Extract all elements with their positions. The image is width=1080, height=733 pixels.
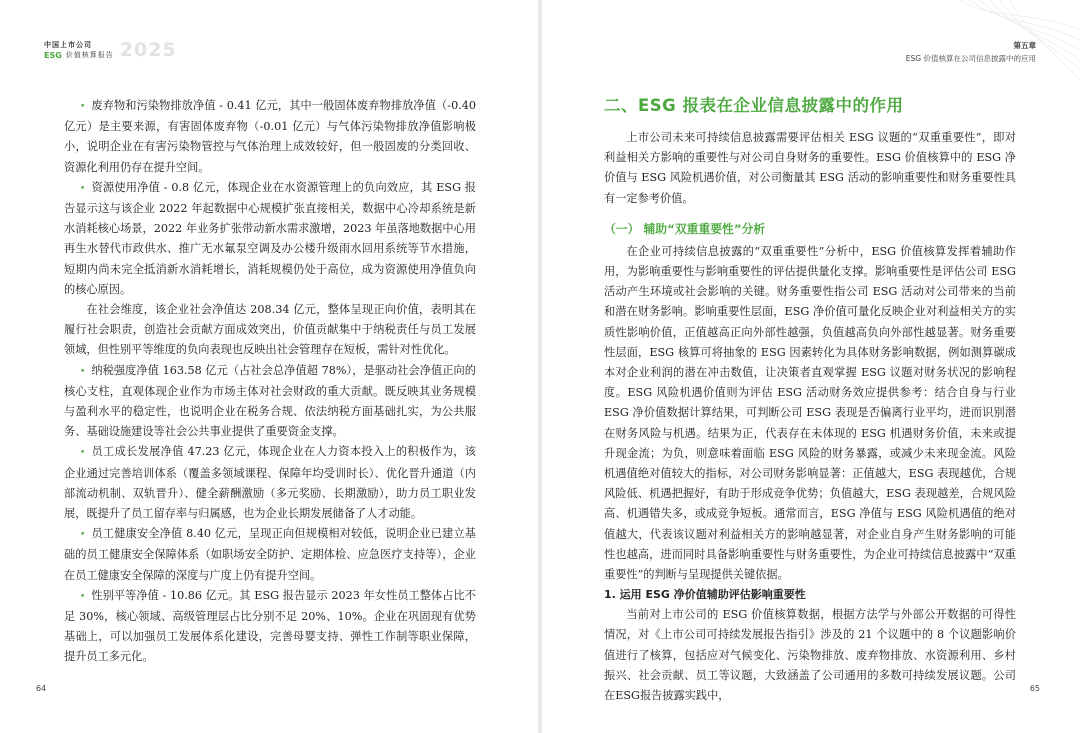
chapter-header [906,40,1036,64]
bullet-icon: • [80,448,86,459]
left-body-text [64,96,476,668]
header-line2: 价值核算报告 [65,51,114,59]
paragraph-text: 资源使用净值 - 0.8 亿元，体现企业在水资源管理上的负向效应，其 ESG 报告显示这与该企业 2022 年起数据中心规模扩张直接相关，数据中心冷却系统是新水消耗核心场景，2022 年业务扩张带动新水需求激增，2023 年虽落地数据中心用再生水替代市政供水、推广无水氟泵空调及办公楼升级雨水回用系统等节水措施，短期内尚未完全抵消新水消耗增长，消耗规模仍处于高位，成为资源使用净值负向的核心原因。 [64,180,476,296]
bullet-icon: • [80,530,86,541]
intro-paragraph: 上市公司未来可持续信息披露需要评估相关 ESG 议题的“双重重要性”，即对利益相关方影响的重要性与对公司自身财务的重要性。ESG 价值核算中的 ESG 净价值与 ESG 风险机遇价值，对公司衡量其 ESG 活动的影响重要性和财务重要性具有一定参考价值。 [604,131,1016,205]
page-number-right: 65 [1029,684,1040,693]
bullet-paragraph [64,524,476,586]
paragraph-text: 纳税强度净值 163.58 亿元（占社会总净值超 78%），是驱动社会净值正向的核心支柱，直观体现企业作为市场主体对社会财政的重大贡献。既反映其业务规模与盈利水平的稳定性，也说明企业在税务合规、依法纳税方面基础扎实，为公共服务、基础设施建设等社会公共事业提供了重要资金支撑。 [64,363,476,439]
bullet-icon: • [80,183,86,194]
paragraph-text: 废弃物和污染物排放净值 - 0.41 亿元，其中一般固体废弃物排放净值（-0.40 亿元）是主要来源，有害固体废弃物（-0.01 亿元）与气体污染物排放净值影响极小，说明企业在有害污染物管控与气体治理上成效较好，但一般固废的分类回收、资源化利用仍存在提升空间。 [64,99,476,174]
chapter-title: ESG 价值核算在公司信息披露中的应用 [905,54,1036,63]
page-number-left: 64 [36,684,47,693]
paragraph-text: 性别平等净值 - 10.86 亿元。其 ESG 报告显示 2023 年女性员工整体占比不足 30%，核心领域、高级管理层占比分别不足 20%、10%。企业在巩固现有优势基础上，可以加强员工发展体系化建设，完善母婴支持、弹性工作制等职业保障，提升员工多元化。 [64,588,476,664]
subsection-paragraph: 在企业可持续信息披露的“双重重要性”分析中，ESG 价值核算发挥着辅助作用，为影响重要性与影响重要性的评估提供量化支撑。影响重要性是评估公司 ESG 活动产生环境或社会影响的关键。财务重要性指公司 ESG 活动对公司带来的当前和潜在财务影响。影响重要性层面，ESG 净价值可量化反映企业对利益相关方的实质性影响价值，正值越高正向外部性越强，负值越高负向外部性越显著。财务重要性层面，ESG 核算可将抽象的 ESG 因素转化为具体财务影响数据，例如测算碳成本对企业利润的潜在冲击数值，让决策者直观掌握 ESG 议题对财务状况的影响程度。ESG 风险机遇价值则为评估 ESG 活动财务效应提供参考：结合自身与行业 ESG 净价值数据计算结果，可判断公司 ESG 表现是否偏离行业平均，进而识别潜在财务风险与机遇。结果为正，代表存在未体现的 ESG 机遇财务价值，未来或提升现金流；为负，则意味着面临 ESG 风险的财务暴露，或减少未来现金流。风险机遇值绝对值较大的指标，对公司财务影响显著：正值越大，ESG 表现越优，合规风险低、机遇把握好，有助于形成竞争优势；负值越大，ESG 表现越差，合规风险高、机遇错失多，或成竞争短板。通常而言，ESG 净值与 ESG 风险机遇值的绝对值越大，代表该议题对利益相关方的影响越显著，对企业自身产生财务影响的可能性也越高，进而同时具备影响重要性与财务重要性，为企业可持续信息披露中“双重重要性”的判断与呈现提供关键依据。 [604,244,1016,582]
header-esg: ESG [44,50,62,60]
bullet-paragraph [64,586,476,668]
subsubsection-paragraph: 当前对上市公司的 ESG 价值核算数据，根据方法学与外部公开数据的可得性情况，对《上市公司可持续发展报告指引》涉及的 21 个议题中的 8 个议题影响价值进行了核算，包括应对气候变化、污染物排放、废弃物排放、水资源利用、乡村振兴、社会贡献、员工等议题，大致涵盖了公司通用的多数可持续发展议题。公司在ESG报告披露实践中， [604,608,1016,703]
bullet-icon: • [80,366,86,377]
report-header-logo [44,40,177,60]
paragraph-text: 员工成长发展净值 47.23 亿元，体现企业在人力资本投入上的积极作为，该企业通过完善培训体系（覆盖多领域课程、保障年均受训时长）、优化晋升通道（内部流动机制、双轨晋升）、健全薪酬激励（多元奖励、长期激励），助力员工职业发展，既提升了员工留存率与归属感，也为企业长期发展储备了人才动能。 [64,445,476,521]
section-title: 二、ESG 报表在企业信息披露中的作用 [604,96,904,115]
paragraph-text: 员工健康安全净值 8.40 亿元，呈现正向但规模相对较低，说明企业已建立基础的员工健康安全保障体系（如职场安全防护、定期体检、应急医疗支持等），企业在员工健康安全保障的深度与广度上仍有提升空间。 [64,527,476,582]
paragraph-text: 在社会维度，该企业社会净值达 208.34 亿元，整体呈现正向价值，表明其在履行社会职责，创造社会贡献方面成效突出，价值贡献集中于纳税责任与员工发展领域，但性别平等维度的负向表现也反映出社会管理存在短板，需针对性优化。 [64,303,476,357]
bullet-paragraph [64,361,476,443]
bullet-icon: • [80,591,86,602]
subsubsection-title: 1. 运用 ESG 净价值辅助评估影响重要性 [604,588,806,602]
report-header-text [44,40,114,60]
right-page [540,0,1080,733]
body-paragraph [64,300,476,361]
header-line2-row [44,50,114,60]
chapter-label: 第五章 [1013,41,1036,50]
bullet-paragraph [64,442,476,524]
bullet-paragraph [64,178,476,300]
bullet-icon: • [80,102,86,112]
subsection-title: （一） 辅助“双重重要性”分析 [604,221,766,236]
right-body-text [604,92,1016,706]
header-line1: 中国上市公司 [44,41,92,49]
bullet-paragraph [64,96,476,178]
header-year: 2025 [119,38,177,61]
